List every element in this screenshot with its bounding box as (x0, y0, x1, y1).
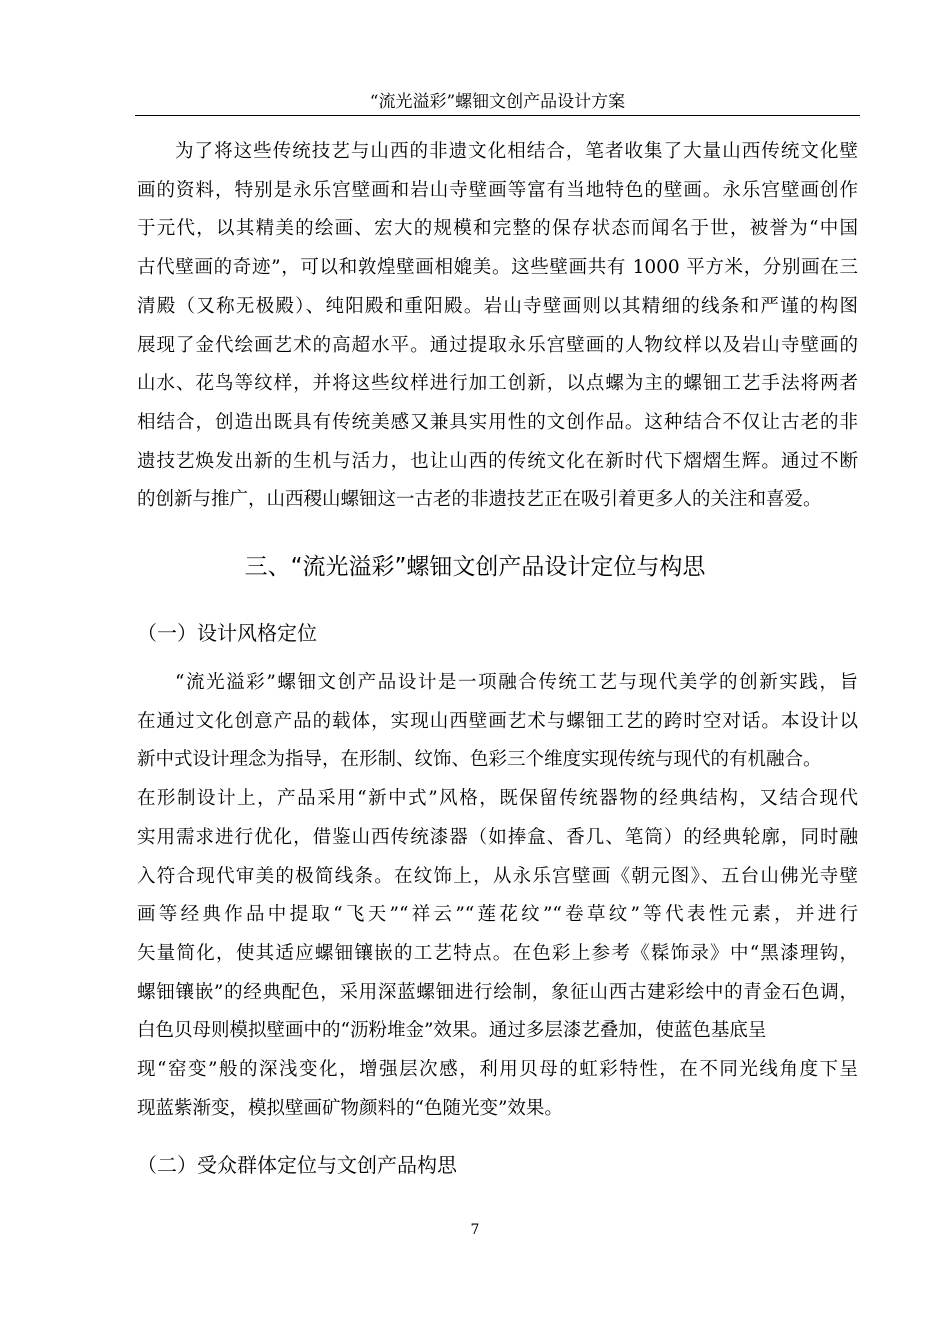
text-line: 展现了金代绘画艺术的高超水平。通过提取永乐宫壁画的人物纹样以及岩山寺壁画的 (137, 334, 858, 356)
page-number: 7 (470, 1222, 480, 1238)
text-line: 遗技艺焕发出新的生机与活力，也让山西的传统文化在新时代下熠熠生辉。通过不断 (137, 450, 858, 472)
text-line: 在形制设计上，产品采用“新中式”风格，既保留传统器物的经典结构，又结合现代 (137, 788, 858, 810)
text-line: 白色贝母则模拟壁画中的“沥粉堆金”效果。通过多层漆艺叠加，使蓝色基底呈 (137, 1020, 767, 1042)
text-line: 画的资料，特别是永乐宫壁画和岩山寺壁画等富有当地特色的壁画。永乐宫壁画创作 (137, 179, 858, 201)
text-line: 现蓝紫渐变，模拟壁画矿物颜料的“色随光变”效果。 (137, 1097, 563, 1119)
running-header: “流光溢彩”螺钿文创产品设计方案 (369, 92, 626, 112)
text-line: 新中式设计理念为指导，在形制、纹饰、色彩三个维度实现传统与现代的有机融合。 (137, 749, 822, 771)
text-line: 在通过文化创意产品的载体，实现山西壁画艺术与螺钿工艺的跨时空对话。本设计以 (137, 710, 858, 732)
text-line: 山水、花鸟等纹样，并将这些纹样进行加工创新，以点螺为主的螺钿工艺手法将两者 (137, 373, 858, 395)
text-line: 画等经典作品中提取“飞天”“祥云”“莲花纹”“卷草纹”等代表性元素，并进行 (137, 904, 858, 926)
text-line: 的创新与推广，山西稷山螺钿这一古老的非遗技艺正在吸引着更多人的关注和喜爱。 (137, 489, 822, 511)
text-line: 于元代，以其精美的绘画、宏大的规模和完整的保存状态而闻名于世，被誉为“中国 (137, 218, 858, 240)
text-line: 入符合现代审美的极简线条。在纹饰上，从永乐宫壁画《朝元图》、五台山佛光寺壁 (137, 865, 858, 887)
text-line: 螺钿镶嵌”的经典配色，采用深蓝螺钿进行绘制，象征山西古建彩绘中的青金石色调， (137, 981, 858, 1003)
subsection-heading-2: （二）受众群体定位与文创产品构思 (137, 1153, 457, 1177)
text-line: 矢量简化，使其适应螺钿镶嵌的工艺特点。在色彩上参考《髹饰录》中“黑漆理钩， (137, 942, 858, 964)
text-line: 相结合，创造出既具有传统美感又兼具实用性的文创作品。这种结合不仅让古老的非 (137, 411, 858, 433)
text-line: 为了将这些传统技艺与山西的非遗文化相结合，笔者收集了大量山西传统文化壁 (175, 141, 858, 162)
text-line: “流光溢彩”螺钿文创产品设计是一项融合传统工艺与现代美学的创新实践，旨 (175, 672, 858, 693)
subsection-heading-1: （一）设计风格定位 (137, 621, 317, 645)
header-rule (135, 115, 860, 116)
text-line: 古代壁画的奇迹”，可以和敦煌壁画相媲美。这些壁画共有 1000 平方米，分别画在三 (137, 257, 858, 279)
text-line: 清殿（又称无极殿）、纯阳殿和重阳殿。岩山寺壁画则以其精细的线条和严谨的构图 (137, 295, 858, 317)
text-line: 实用需求进行优化，借鉴山西传统漆器（如捧盒、香几、笔筒）的经典轮廓，同时融 (137, 826, 858, 848)
text-line: 现“窑变”般的深浅变化，增强层次感，利用贝母的虹彩特性，在不同光线角度下呈 (137, 1059, 858, 1080)
section-heading: 三、“流光溢彩”螺钿文创产品设计定位与构思 (244, 554, 706, 580)
